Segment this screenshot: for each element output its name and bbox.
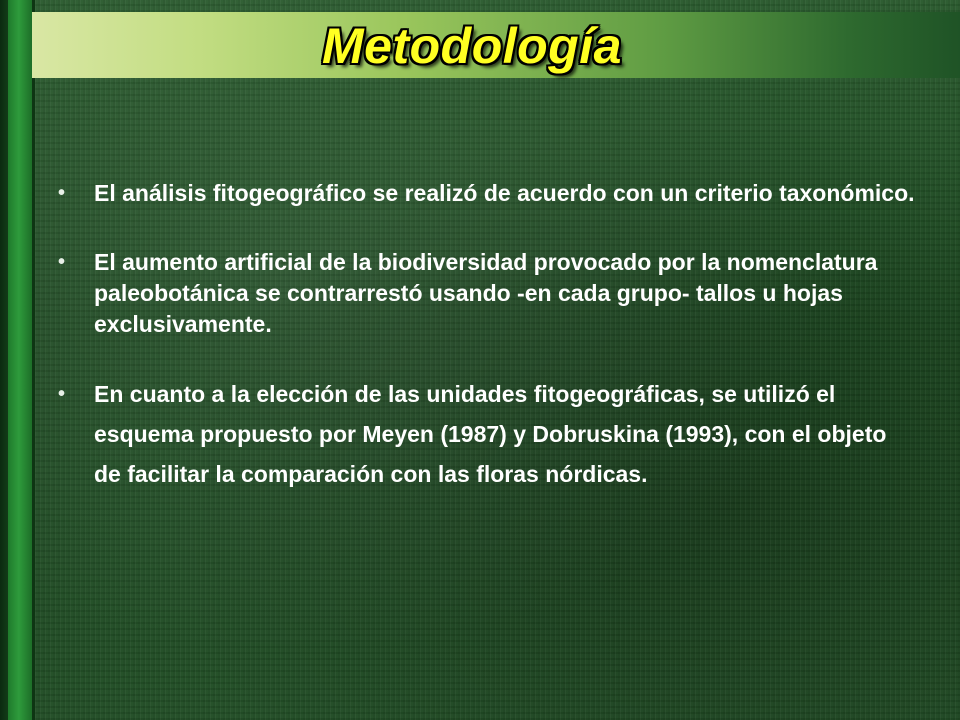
bullet-item <box>56 374 916 494</box>
bullet-text: En cuanto a la elección de las unidades fitogeográficas, se utilizó el esquema propuesto por Meyen (1987) y Dobruskina (1993), con el objeto de facilitar la comparación con las floras nórdicas. <box>94 381 887 487</box>
left-bar-edge <box>32 0 35 720</box>
left-dark-stripe <box>0 0 8 720</box>
bullet-dot-icon: • <box>58 383 66 405</box>
bullet-item <box>56 247 916 340</box>
slide-title: Metodología <box>322 18 622 74</box>
bullet-dot-icon: • <box>58 182 66 204</box>
left-accent-bar <box>8 0 32 720</box>
bullet-list <box>56 178 916 532</box>
bullet-item <box>56 178 916 209</box>
bullet-text: El aumento artificial de la biodiversidad provocado por la nomenclatura paleobotánica se contrarrestó usando -en cada grupo- tallos u hojas exclusivamente. <box>94 249 878 337</box>
bullet-text: El análisis fitogeográfico se realizó de acuerdo con un criterio taxonómico. <box>94 180 915 206</box>
bullet-dot-icon: • <box>58 251 66 273</box>
